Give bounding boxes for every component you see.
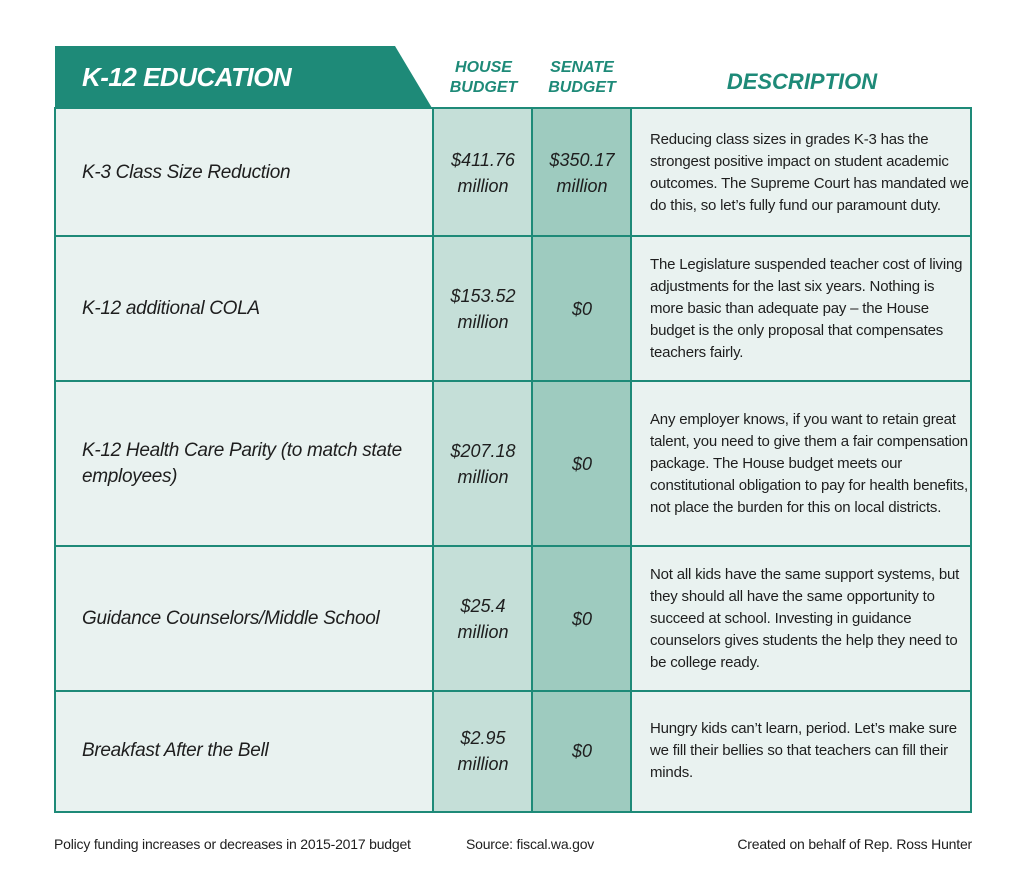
table-title: K-12 EDUCATION bbox=[82, 62, 292, 92]
table-row bbox=[56, 546, 970, 691]
house-amount-cell bbox=[434, 381, 532, 546]
column-divider bbox=[531, 109, 533, 811]
senate-amount: $0 bbox=[571, 298, 593, 319]
description-text: Reducing class sizes in grades K-3 has the strongest positive impact on student academic outcomes. The Supreme Court has mandated we do this, so let’s fully fund our paramount duty. bbox=[650, 130, 969, 214]
senate-amount-cell bbox=[533, 381, 631, 546]
row-divider bbox=[56, 235, 970, 237]
description-text: The Legislature suspended teacher cost of living adjustments for the last six years. Nothing is more basic than adequate pay – the House budget is the only proposal that compensates teachers fairly. bbox=[650, 255, 963, 361]
house-amount: million bbox=[457, 621, 509, 642]
row-divider bbox=[56, 690, 970, 692]
senate-amount-cell bbox=[533, 109, 631, 236]
senate-amount: $0 bbox=[571, 608, 593, 629]
house-amount: million bbox=[457, 175, 509, 196]
table-row bbox=[56, 691, 970, 811]
table-row bbox=[56, 236, 970, 381]
description-header: DESCRIPTION bbox=[726, 69, 878, 94]
budget-table bbox=[54, 107, 972, 813]
policy-label: K-3 Class Size Reduction bbox=[82, 161, 291, 183]
senate-amount-cell bbox=[533, 546, 631, 691]
table-row bbox=[56, 381, 970, 546]
description-text: Hungry kids can’t learn, period. Let’s make sure we fill their bellies so that teachers can fill their minds. bbox=[650, 720, 957, 781]
house-amount: million bbox=[457, 754, 509, 774]
house-amount: $25.4 bbox=[460, 595, 506, 616]
footer-source: Source: fiscal.wa.gov bbox=[466, 836, 595, 852]
senate-amount: $0 bbox=[571, 741, 593, 761]
house-amount-cell bbox=[434, 546, 532, 691]
house-amount: million bbox=[457, 466, 509, 487]
row-divider bbox=[56, 545, 970, 547]
house-amount: million bbox=[457, 311, 509, 332]
senate-header-line1: SENATE bbox=[550, 59, 614, 76]
footer-note: Policy funding increases or decreases in 2015-2017 budget bbox=[54, 836, 411, 852]
description-text: Any employer knows, if you want to retain great talent, you need to give them a fair compensation package. The House budget meets our constitutional obligation to pay for health benefits, not place the burden for this on local districts. bbox=[650, 410, 968, 516]
senate-amount: million bbox=[556, 175, 608, 196]
house-header-line2: BUDGET bbox=[449, 79, 518, 96]
table-row bbox=[56, 109, 970, 236]
column-divider bbox=[630, 109, 632, 811]
house-amount-cell bbox=[434, 109, 532, 236]
senate-amount-cell bbox=[533, 691, 631, 811]
row-divider bbox=[56, 380, 970, 382]
senate-amount: $0 bbox=[571, 453, 593, 474]
house-amount-cell bbox=[434, 691, 532, 811]
policy-label: Breakfast After the Bell bbox=[82, 740, 269, 761]
senate-header-line2: BUDGET bbox=[548, 79, 616, 96]
footer-credit: Created on behalf of Rep. Ross Hunter bbox=[737, 836, 972, 852]
policy-label: K-12 Health Care Parity (to match state employees) bbox=[82, 439, 402, 487]
house-amount: $2.95 bbox=[460, 728, 506, 748]
house-amount: $207.18 bbox=[450, 440, 516, 461]
senate-budget-header bbox=[533, 58, 631, 98]
house-header-line1: HOUSE bbox=[455, 59, 512, 76]
house-amount-cell bbox=[434, 236, 532, 381]
policy-label: K-12 additional COLA bbox=[82, 297, 260, 319]
column-divider bbox=[432, 109, 434, 811]
senate-amount: $350.17 bbox=[549, 149, 615, 170]
policy-label: Guidance Counselors/Middle School bbox=[82, 607, 380, 629]
description-text: Not all kids have the same support systems, but they should all have the same opportunity to succeed at school. Investing in guidance counselors gives students the help they need to be college ready. bbox=[650, 565, 960, 671]
senate-amount-cell bbox=[533, 236, 631, 381]
house-amount: $411.76 bbox=[451, 149, 515, 170]
house-amount: $153.52 bbox=[450, 285, 516, 306]
house-budget-header bbox=[435, 58, 532, 98]
